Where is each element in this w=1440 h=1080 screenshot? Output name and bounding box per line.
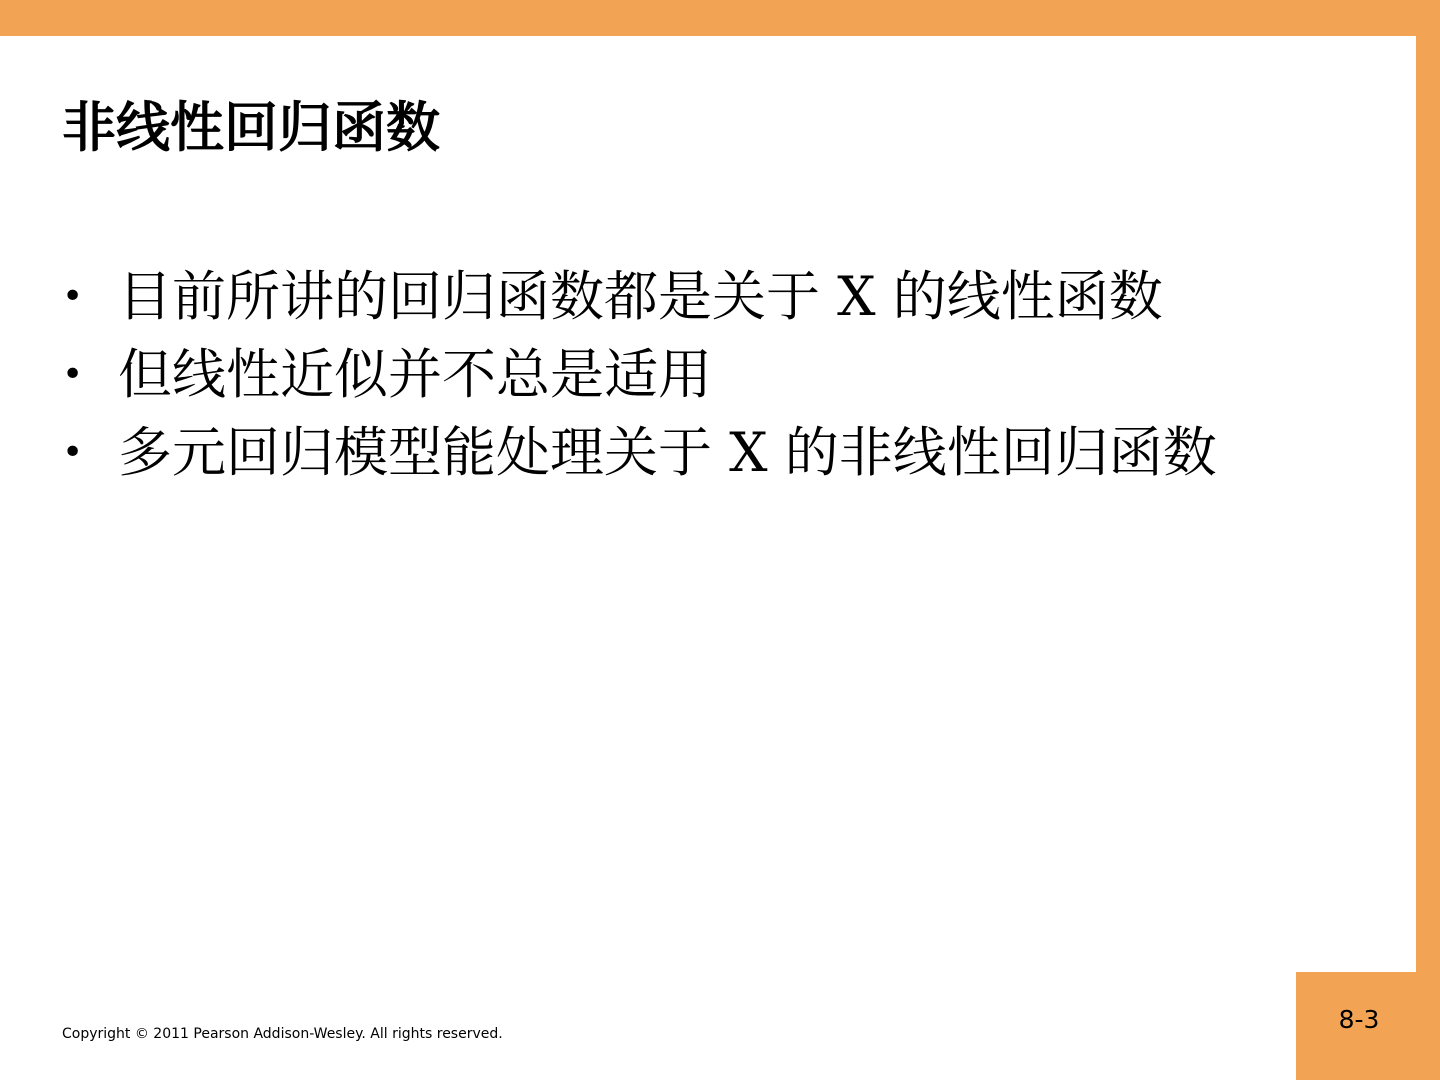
right-accent-bar [1416,0,1440,1080]
bullet-item [62,258,1217,336]
bullet-marker: • [62,276,84,317]
slide-title: 非线性回归函数 [62,96,440,159]
copyright-notice: Copyright © 2011 Pearson Addison-Wesley. All rights reserved. [62,1026,503,1042]
bullet-item [62,336,1217,414]
bullet-marker: • [62,432,84,473]
bullet-text: 但线性近似并不总是适用 [118,343,712,406]
bullet-marker: • [62,354,84,395]
page-number: 8-3 [1338,1005,1380,1034]
bullet-list [62,258,1217,492]
top-accent-bar [0,0,1440,36]
bullet-text: 多元回归模型能处理关于 X 的非线性回归函数 [118,421,1217,484]
bullet-text: 目前所讲的回归函数都是关于 X 的线性函数 [118,265,1163,328]
bullet-item [62,414,1217,492]
